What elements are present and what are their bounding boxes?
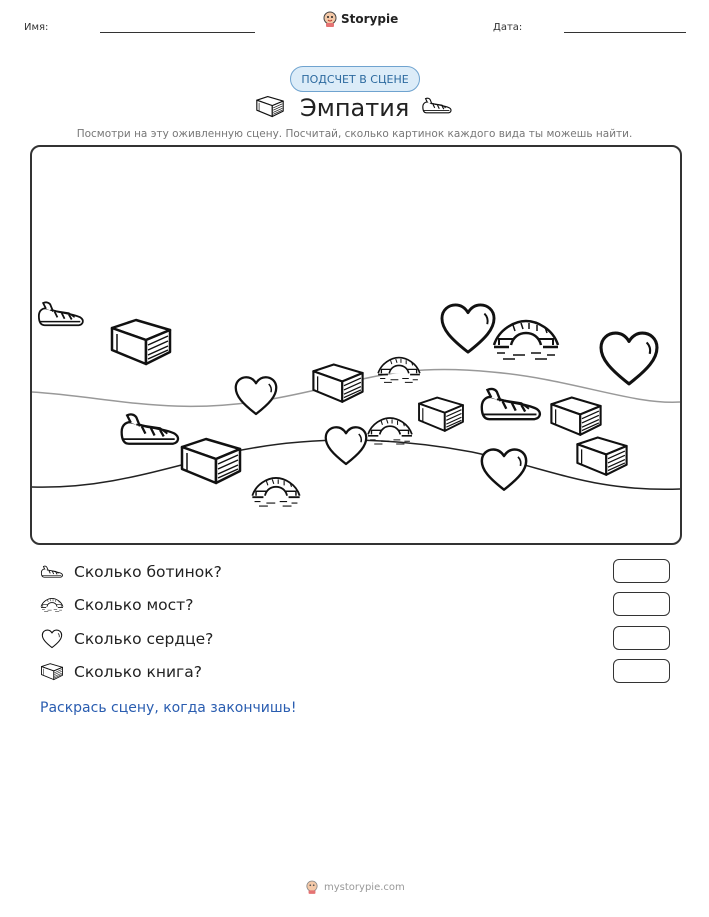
- answer-box-books[interactable]: [613, 659, 670, 683]
- name-label: Имя:: [24, 22, 49, 33]
- answer-box-shoes[interactable]: [613, 559, 670, 583]
- scene-canvas: [32, 147, 680, 543]
- question-shoes: [40, 561, 222, 583]
- book-icon: [182, 439, 240, 483]
- book-icon: [313, 364, 362, 401]
- question-hearts: [40, 628, 213, 650]
- activity-badge: ПОДСЧЕТ В СЦЕНЕ: [290, 66, 420, 92]
- brand-logo: [323, 11, 398, 27]
- heart-icon: [482, 449, 526, 489]
- heart-icon: [601, 333, 657, 384]
- book-icon: [112, 320, 170, 364]
- shoe-icon: [40, 563, 64, 581]
- heart-icon: [442, 305, 494, 352]
- shoe-icon: [39, 302, 83, 325]
- instruction-text: Посмотри на эту оживленную сцену. Посчитай, сколько картинок каждого вида ты можешь найти.: [76, 128, 633, 140]
- name-field[interactable]: [100, 32, 255, 33]
- question-text: Сколько книга?: [74, 663, 202, 681]
- coloring-note: Раскрась сцену, когда закончишь!: [40, 700, 297, 716]
- bridge-icon: [368, 418, 412, 444]
- question-text: Сколько мост?: [74, 596, 194, 614]
- question-books: [40, 661, 202, 683]
- book-icon: [40, 662, 64, 682]
- counting-scene: [30, 145, 682, 545]
- storypie-mascot-icon: [306, 880, 318, 894]
- answer-box-bridges[interactable]: [613, 592, 670, 616]
- shoe-icon: [482, 389, 540, 419]
- question-text: Сколько ботинок?: [74, 563, 222, 581]
- book-icon: [551, 397, 600, 434]
- question-bridges: [40, 594, 193, 616]
- bridge-icon: [40, 596, 64, 614]
- storypie-mascot-icon: [323, 11, 337, 27]
- date-field[interactable]: [564, 32, 686, 33]
- bridge-icon: [252, 478, 299, 506]
- heart-icon: [40, 629, 64, 649]
- site-url: mystorypie.com: [324, 881, 405, 893]
- shoe-icon: [122, 414, 178, 443]
- heart-icon: [236, 377, 277, 414]
- brand-name: Storypie: [341, 12, 399, 26]
- bridge-icon: [378, 358, 420, 383]
- date-label: Дата:: [493, 22, 523, 33]
- heart-icon: [326, 427, 367, 464]
- book-icon: [419, 398, 463, 431]
- question-text: Сколько сердце?: [74, 630, 214, 648]
- shoe-icon: [421, 96, 453, 116]
- site-footer: [306, 880, 405, 894]
- page-title: Эмпатия: [300, 94, 410, 122]
- bridge-icon: [494, 321, 558, 359]
- book-icon: [577, 437, 626, 474]
- book-icon: [255, 95, 285, 119]
- answer-box-hearts[interactable]: [613, 626, 670, 650]
